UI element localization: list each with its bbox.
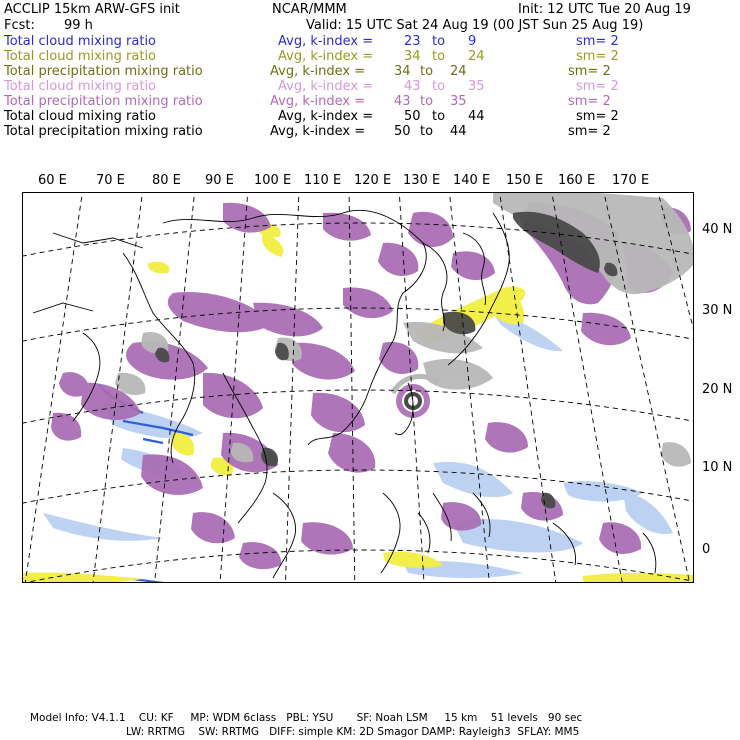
lat-label: 0 xyxy=(702,542,711,557)
legend-k-to: 9 xyxy=(468,34,477,49)
legend-k-to: 24 xyxy=(468,49,485,64)
legend-k-from: 34 xyxy=(394,64,411,79)
legend-k-from: 34 xyxy=(404,49,421,64)
lon-label: 60 E xyxy=(38,173,67,188)
legend-field: Total cloud mixing ratio xyxy=(4,79,157,94)
legend-smoothing: sm= 2 xyxy=(576,34,619,49)
legend-field: Total cloud mixing ratio xyxy=(4,109,157,124)
plot-title: ACCLIP 15km ARW-GFS init xyxy=(4,2,180,17)
legend-k-to: 24 xyxy=(450,64,467,79)
forecast-map[interactable] xyxy=(22,192,694,583)
legend-avg: Avg, k-index = xyxy=(270,124,366,139)
legend-to: to xyxy=(420,94,434,109)
legend-field: Total cloud mixing ratio xyxy=(4,34,157,49)
lon-label: 100 E xyxy=(254,173,292,188)
lon-label: 160 E xyxy=(558,173,596,188)
lon-label: 130 E xyxy=(403,173,441,188)
init-time: Init: 12 UTC Tue 20 Aug 19 xyxy=(518,2,691,17)
legend-field: Total cloud mixing ratio xyxy=(4,49,157,64)
legend-field: Total precipitation mixing ratio xyxy=(4,94,203,109)
lat-label: 20 N xyxy=(702,382,733,397)
legend-to: to xyxy=(432,49,446,64)
lon-label: 140 E xyxy=(453,173,491,188)
lat-label: 40 N xyxy=(702,222,733,237)
map-canvas xyxy=(23,193,694,583)
legend-avg: Avg, k-index = xyxy=(270,94,366,109)
legend-k-from: 43 xyxy=(404,79,421,94)
forecast-hours: 99 h xyxy=(64,18,93,33)
legend-k-to: 44 xyxy=(450,124,467,139)
legend-to: to xyxy=(432,79,446,94)
hydrometeor-fields xyxy=(23,193,694,583)
legend-avg: Avg, k-index = xyxy=(270,64,366,79)
model-info-line2: LW: RRTMG SW: RRTMG DIFF: simple KM: 2D Smagor DAMP: Rayleigh3 SFLAY: MM5 xyxy=(126,726,580,738)
legend-to: to xyxy=(432,109,446,124)
legend-smoothing: sm= 2 xyxy=(568,124,611,139)
legend-smoothing: sm= 2 xyxy=(576,109,619,124)
lon-label: 70 E xyxy=(96,173,125,188)
lon-label: 110 E xyxy=(304,173,342,188)
lon-label: 170 E xyxy=(612,173,650,188)
legend-smoothing: sm= 2 xyxy=(576,79,619,94)
lon-label: 90 E xyxy=(205,173,234,188)
legend-avg: Avg, k-index = xyxy=(278,109,374,124)
legend-avg: Avg, k-index = xyxy=(278,49,374,64)
legend-k-from: 23 xyxy=(404,34,421,49)
valid-time: Valid: 15 UTC Sat 24 Aug 19 (00 JST Sun 25 Aug 19) xyxy=(306,18,644,33)
model-info-line1: Model Info: V4.1.1 CU: KF MP: WDM 6class PBL: YSU SF: Noah LSM 15 km 51 levels 90 sec xyxy=(30,712,583,724)
legend-k-to: 35 xyxy=(468,79,485,94)
forecast-label: Fcst: xyxy=(4,18,35,33)
legend-k-from: 43 xyxy=(394,94,411,109)
legend-k-to: 35 xyxy=(450,94,467,109)
legend-to: to xyxy=(420,124,434,139)
legend-to: to xyxy=(420,64,434,79)
center-label: NCAR/MMM xyxy=(272,2,347,17)
legend-smoothing: sm= 2 xyxy=(576,49,619,64)
legend-k-to: 44 xyxy=(468,109,485,124)
legend-field: Total precipitation mixing ratio xyxy=(4,124,203,139)
lat-label: 10 N xyxy=(702,460,733,475)
legend-avg: Avg, k-index = xyxy=(278,34,374,49)
lon-label: 80 E xyxy=(152,173,181,188)
lon-label: 120 E xyxy=(354,173,392,188)
lat-label: 30 N xyxy=(702,303,733,318)
legend-smoothing: sm= 2 xyxy=(568,64,611,79)
legend-k-from: 50 xyxy=(394,124,411,139)
lon-label: 150 E xyxy=(506,173,544,188)
legend-smoothing: sm= 2 xyxy=(568,94,611,109)
legend-k-from: 50 xyxy=(404,109,421,124)
legend-to: to xyxy=(432,34,446,49)
legend-avg: Avg, k-index = xyxy=(278,79,374,94)
legend-field: Total precipitation mixing ratio xyxy=(4,64,203,79)
